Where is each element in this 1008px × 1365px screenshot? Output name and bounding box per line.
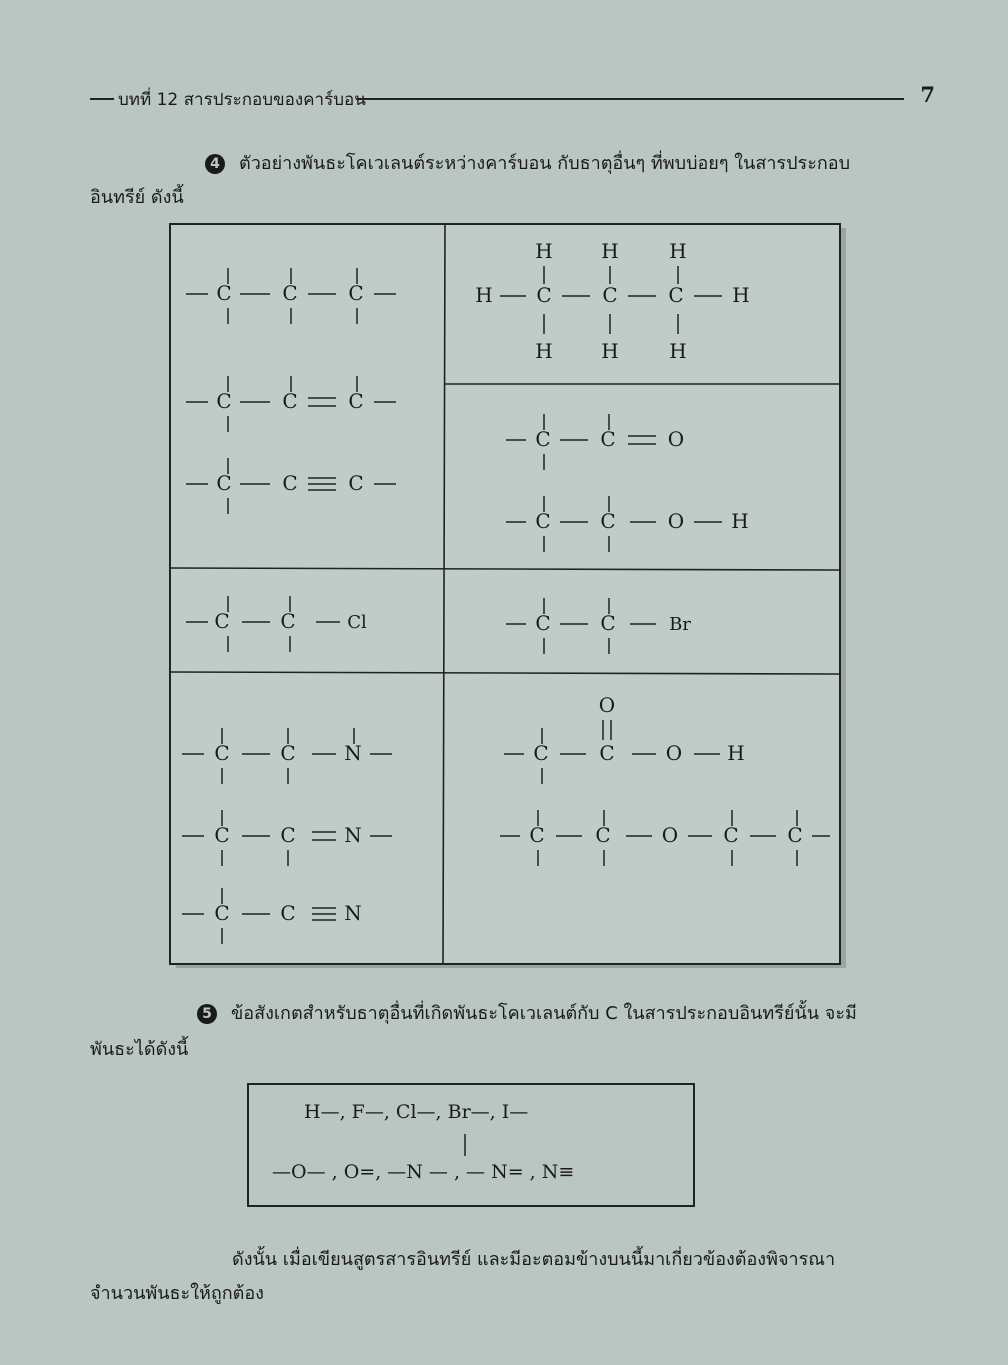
atom-c-label: C: [280, 823, 296, 847]
chapter-title: บทที่ 12 สารประกอบของคาร์บอน: [118, 90, 366, 110]
atom-c-label: C: [214, 823, 230, 847]
page-number: 7: [920, 82, 935, 107]
atom-h-label: H: [731, 509, 749, 533]
atom-c-label: C: [348, 389, 364, 413]
atom-c-label: C: [348, 281, 364, 305]
atom-c-label: C: [216, 389, 232, 413]
atom-c-label: C: [600, 611, 616, 635]
section4-text: ตัวอย่างพันธะโคเวเลนต์ระหว่างคาร์บอน กับธาตุอื่นๆ ที่พบบ่อยๆ ในสารประกอบ: [239, 153, 850, 174]
atom-c-label: C: [214, 901, 230, 925]
section5-text: ข้อสังเกตสำหรับธาตุอื่นที่เกิดพันธะโคเวเลนต์กับ C ในสารประกอบอินทรีย์นั้น จะมี: [231, 1003, 857, 1024]
table-border: [170, 224, 840, 964]
section5-line2: พันธะได้ดังนี้: [90, 1039, 189, 1060]
atom-c-label: C: [595, 823, 611, 847]
atom-c-label: C: [216, 471, 232, 495]
atom-h-label: H: [535, 339, 553, 363]
atom-h-label: H: [669, 339, 687, 363]
section4-line2: อินทรีย์ ดังนี้: [90, 187, 184, 208]
atom-c-label: C: [280, 901, 296, 925]
bullet-4: 4: [205, 154, 225, 174]
atom-h-label: H: [475, 283, 493, 307]
closing-line2: จำนวนพันธะให้ถูกต้อง: [90, 1283, 264, 1304]
atom-c-label: C: [535, 509, 551, 533]
atom-c-label: C: [668, 283, 684, 307]
valence-row2: —O— , O=, —N — , — N= , N≡: [272, 1161, 575, 1183]
atom-o-label: O: [667, 509, 685, 533]
atom-h-label: H: [732, 283, 750, 307]
closing-line1: ดังนั้น เมื่อเขียนสูตรสารอินทรีย์ และมีอะตอมข้างบนนี้มาเกี่ยวข้องต้องพิจารณา: [232, 1249, 836, 1270]
bullet-5: 5: [197, 1004, 217, 1024]
valence-box: [246, 1082, 706, 1212]
atom-c-label: C: [535, 611, 551, 635]
atom-n-label: N: [344, 823, 362, 847]
atom-br-label: Br: [669, 614, 691, 635]
atom-h-label: H: [601, 339, 619, 363]
atom-cl-label: Cl: [347, 612, 367, 633]
atom-h-label: H: [669, 239, 687, 263]
atom-o-label: O: [661, 823, 679, 847]
atom-c-label: C: [282, 471, 298, 495]
atom-c-label: C: [529, 823, 545, 847]
atom-c-label: C: [282, 281, 298, 305]
atom-c-label: C: [214, 609, 230, 633]
atom-c-label: C: [536, 283, 552, 307]
atom-c-label: C: [280, 609, 296, 633]
atom-h-label: H: [601, 239, 619, 263]
atom-h-label: H: [727, 741, 745, 765]
atom-o-label: O: [598, 693, 616, 717]
valence-row1: H—, F—, Cl—, Br—, I—: [304, 1101, 529, 1123]
atom-o-label: O: [667, 427, 685, 451]
atom-o-label: O: [665, 741, 683, 765]
atom-c-label: C: [535, 427, 551, 451]
atom-n-label: N: [344, 901, 362, 925]
atom-c-label: C: [600, 509, 616, 533]
atom-c-label: C: [533, 741, 549, 765]
atom-c-label: C: [787, 823, 803, 847]
atom-n-label: N: [344, 741, 362, 765]
atom-c-label: C: [599, 741, 615, 765]
atom-c-label: C: [216, 281, 232, 305]
section5-line1: [197, 996, 937, 1032]
atom-c-label: C: [723, 823, 739, 847]
atom-c-label: C: [348, 471, 364, 495]
atom-c-label: C: [214, 741, 230, 765]
atom-c-label: C: [602, 283, 618, 307]
atom-c-label: C: [280, 741, 296, 765]
atom-c-label: C: [282, 389, 298, 413]
atom-c-label: C: [600, 427, 616, 451]
atom-h-label: H: [535, 239, 553, 263]
